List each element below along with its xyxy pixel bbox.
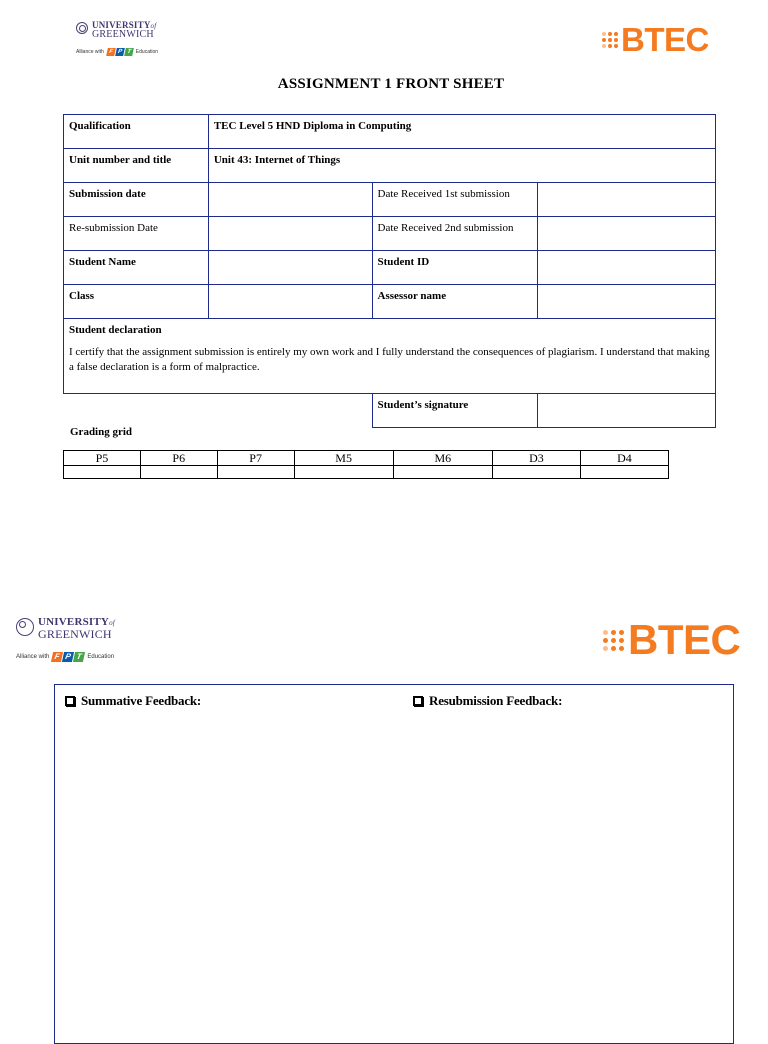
blank-cell [64, 394, 373, 428]
checkbox-icon[interactable] [65, 696, 75, 706]
declaration-heading: Student declaration [69, 324, 162, 336]
resubmission-feedback-label: Resubmission Feedback: [429, 693, 563, 708]
education-text: Education [135, 49, 159, 55]
university-name-line1: UNIVERSITY [38, 616, 110, 628]
student-name-field[interactable] [208, 251, 372, 285]
table-row [64, 285, 716, 319]
table-row [64, 394, 716, 428]
submission-date-label: Submission date [64, 183, 209, 217]
signature-label: Student’s signature [372, 394, 538, 428]
summative-feedback-header [65, 693, 201, 709]
university-of: of [150, 22, 157, 30]
grade-cell-d4[interactable] [580, 466, 668, 479]
unit-value: Unit 43: Internet of Things [208, 149, 715, 183]
btec-wordmark: BTEC [621, 21, 709, 58]
resubmission-date-field[interactable] [208, 217, 372, 251]
grade-cell-m6[interactable] [393, 466, 492, 479]
checkbox-icon[interactable] [413, 696, 423, 706]
declaration-cell [64, 319, 716, 394]
resubmission-date-label: Re-submission Date [64, 217, 209, 251]
grade-header-m6: M6 [393, 451, 492, 466]
date-received-1-field[interactable] [538, 183, 716, 217]
grade-header-m5: M5 [294, 451, 393, 466]
alliance-line-2 [16, 652, 114, 662]
fpt-logo [52, 652, 84, 662]
fpt-letter-t: T [124, 48, 134, 56]
table-row [64, 183, 716, 217]
table-row [64, 217, 716, 251]
fpt-letter-f: F [51, 652, 63, 662]
grade-header-p5: P5 [64, 451, 141, 466]
page-title: ASSIGNMENT 1 FRONT SHEET [277, 76, 505, 92]
alliance-text: Alliance with [16, 654, 50, 660]
qualification-value: TEC Level 5 HND Diploma in Computing [208, 115, 715, 149]
resubmission-feedback-header [413, 693, 562, 709]
fpt-letter-t: T [73, 652, 85, 662]
fpt-logo [107, 48, 133, 56]
btec-dots-icon [602, 32, 618, 48]
feedback-box[interactable] [54, 684, 734, 1044]
btec-dots-icon [603, 630, 624, 651]
grade-header-p6: P6 [140, 451, 217, 466]
declaration-text: I certify that the assignment submission is entirely my own work and I fully understand the consequences of plagiarism. I understand that making a false declaration is a form of malpractice. [69, 346, 710, 373]
university-name-line2: GREENWICH [38, 627, 112, 641]
class-label: Class [64, 285, 209, 319]
table-row [64, 319, 716, 394]
assessor-field[interactable] [538, 285, 716, 319]
fpt-letter-f: F [106, 48, 116, 56]
grading-header-row [64, 451, 669, 466]
university-of: of [109, 619, 115, 627]
btec-logo-2 [603, 617, 740, 663]
date-received-2-label: Date Received 2nd submission [372, 217, 538, 251]
university-crest-icon [16, 618, 34, 636]
table-row [64, 251, 716, 285]
summative-feedback-label: Summative Feedback: [81, 693, 202, 708]
university-logo [76, 21, 156, 40]
grade-header-d4: D4 [580, 451, 668, 466]
grade-cell-p6[interactable] [140, 466, 217, 479]
unit-label: Unit number and title [64, 149, 209, 183]
table-row [64, 149, 716, 183]
grade-header-p7: P7 [217, 451, 294, 466]
grade-cell-d3[interactable] [492, 466, 580, 479]
grade-header-d3: D3 [492, 451, 580, 466]
university-name-line1: UNIVERSITY [92, 20, 151, 30]
university-name-line2: GREENWICH [92, 29, 154, 40]
grading-grid [63, 450, 669, 479]
grade-cell-p7[interactable] [217, 466, 294, 479]
fpt-letter-p: P [62, 652, 74, 662]
table-row [64, 115, 716, 149]
qualification-label: Qualification [64, 115, 209, 149]
alliance-line [76, 48, 158, 56]
fpt-letter-p: P [115, 48, 125, 56]
student-name-label: Student Name [64, 251, 209, 285]
grading-value-row [64, 466, 669, 479]
front-sheet-table [63, 114, 716, 428]
alliance-text: Alliance with [76, 49, 104, 55]
grade-cell-m5[interactable] [294, 466, 393, 479]
date-received-1-label: Date Received 1st submission [372, 183, 538, 217]
grading-grid-label: Grading grid [70, 426, 133, 438]
education-text: Education [87, 654, 115, 660]
signature-field[interactable] [538, 394, 716, 428]
assessor-label: Assessor name [372, 285, 538, 319]
student-id-field[interactable] [538, 251, 716, 285]
class-field[interactable] [208, 285, 372, 319]
student-id-label: Student ID [372, 251, 538, 285]
grade-cell-p5[interactable] [64, 466, 141, 479]
university-crest-icon [76, 22, 88, 34]
btec-wordmark: BTEC [628, 616, 741, 663]
submission-date-field[interactable] [208, 183, 372, 217]
university-logo-2 [16, 617, 115, 640]
btec-logo [602, 22, 709, 58]
date-received-2-field[interactable] [538, 217, 716, 251]
